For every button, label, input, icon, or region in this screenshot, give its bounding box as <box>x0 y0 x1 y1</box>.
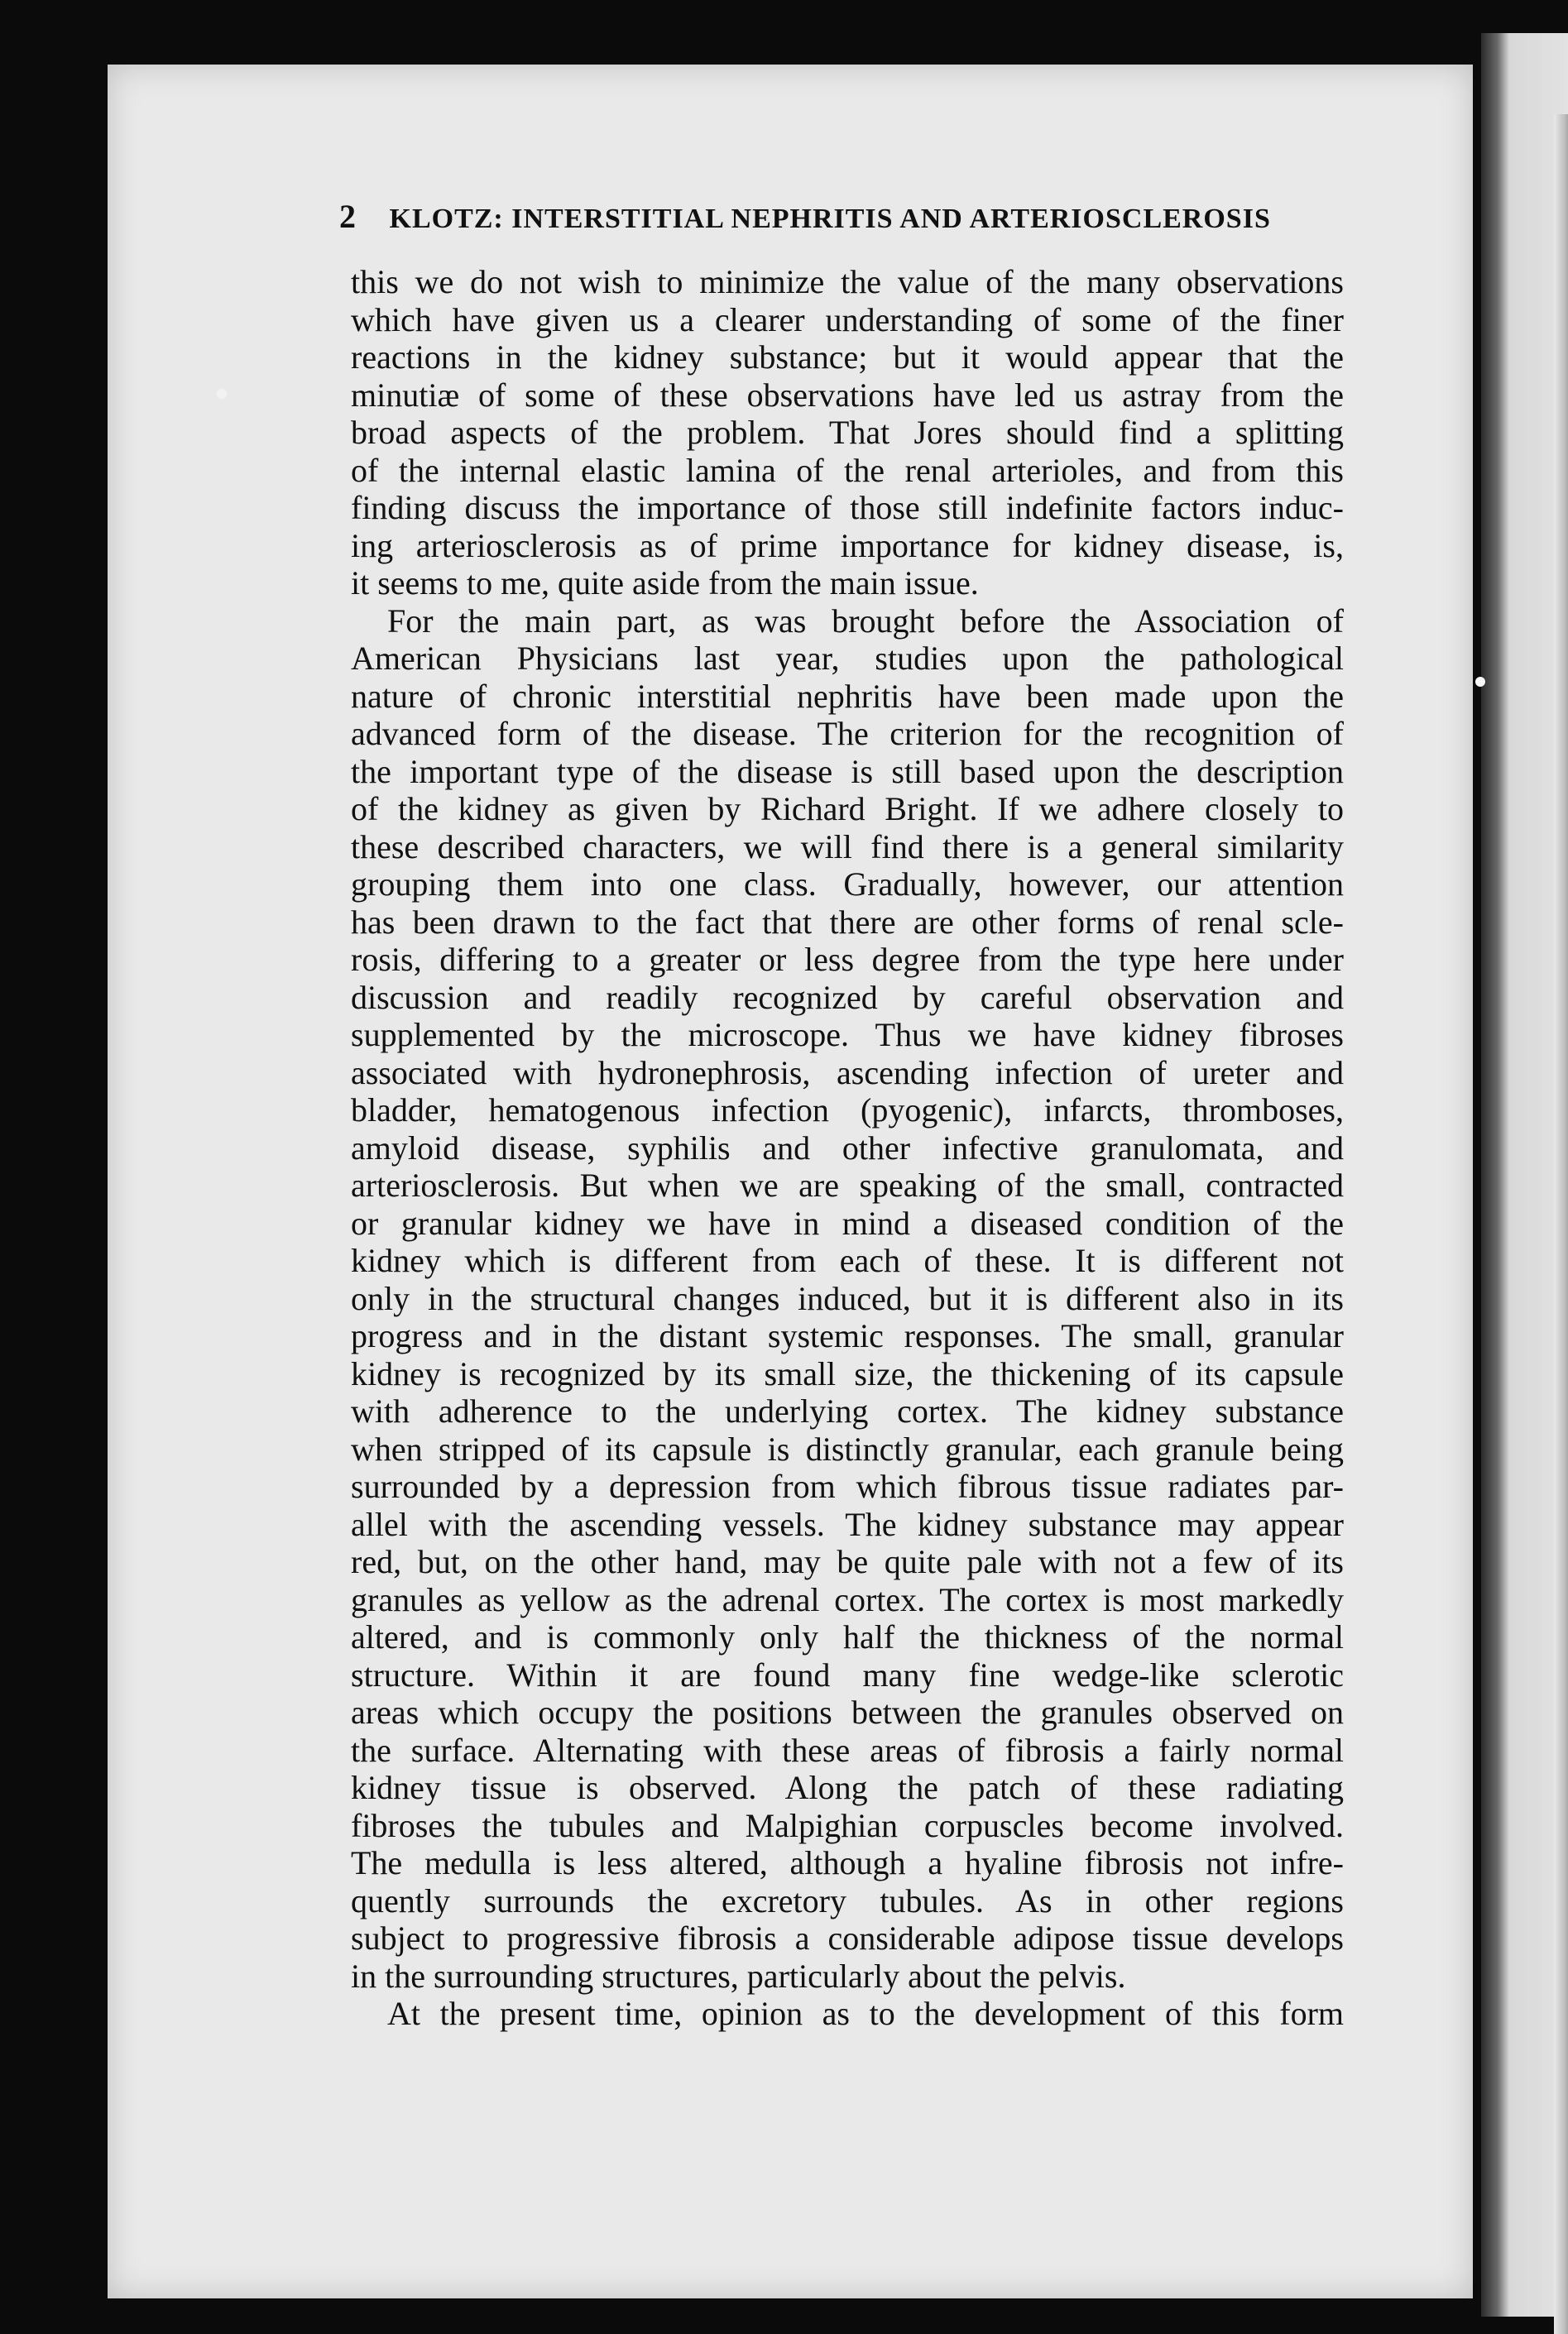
text-line: or granular kidney we have in mind a diseased condition of the <box>351 1204 1344 1242</box>
text-line: broad aspects of the problem. That Jores should find a splitting <box>351 414 1344 451</box>
dust-speck <box>217 389 227 399</box>
text-line: discussion and readily recognized by careful observation and <box>351 978 1344 1016</box>
text-line: kidney is recognized by its small size, the thickening of its capsule <box>351 1354 1344 1392</box>
text-line: red, but, on the other hand, may be quite pale with not a few of its <box>351 1543 1344 1580</box>
text-line: altered, and is commonly only half the thickness of the normal <box>351 1618 1344 1656</box>
text-line: supplemented by the microscope. Thus we have kidney fibroses <box>351 1016 1344 1053</box>
text-line: in the surrounding structures, particularly about the pelvis. <box>351 1957 1126 1995</box>
text-line: has been drawn to the fact that there are other forms of renal scle- <box>351 903 1344 941</box>
page-number: 2 <box>339 198 357 235</box>
text-line: associated with hydronephrosis, ascending infection of ureter and <box>351 1053 1344 1091</box>
text-line: The medulla is less altered, although a hyaline fibrosis not infre- <box>351 1844 1344 1881</box>
text-line: American Physicians last year, studies upon the pathological <box>351 640 1344 677</box>
dust-speck <box>1475 677 1485 687</box>
text-line: areas which occupy the positions between the granules observed on <box>351 1694 1344 1731</box>
page-binding-shadow <box>1554 114 1568 2334</box>
text-line: bladder, hematogenous infection (pyogenic), infarcts, thromboses, <box>351 1091 1344 1129</box>
text-line: these described characters, we will find there is a general similarity <box>351 827 1344 865</box>
text-line: kidney tissue is observed. Along the patch of these radiating <box>351 1769 1344 1806</box>
text-line: with adherence to the underlying cortex. The kidney substance <box>351 1392 1344 1430</box>
text-line: the surface. Alternating with these areas of fibrosis a fairly normal <box>351 1731 1344 1769</box>
text-line: rosis, differing to a greater or less degree from the type here under <box>351 941 1344 978</box>
text-line: granules as yellow as the adrenal cortex. The cortex is most markedly <box>351 1580 1344 1618</box>
text-line: of the internal elastic lamina of the renal arterioles, and from this <box>351 451 1344 489</box>
text-line: At the present time, opinion as to the development of this form <box>387 1995 1344 2032</box>
text-line: structure. Within it are found many fine wedge-like sclerotic <box>351 1656 1344 1694</box>
text-line: finding discuss the importance of those still indefinite factors induc- <box>351 489 1344 526</box>
text-line: it seems to me, quite aside from the main issue. <box>351 564 979 601</box>
text-line: which have given us a clearer understanding of some of the finer <box>351 300 1344 338</box>
text-line: quently surrounds the excretory tubules. As in other regions <box>351 1881 1344 1919</box>
text-line: fibroses the tubules and Malpighian corpuscles become involved. <box>351 1806 1344 1844</box>
running-header <box>339 197 1415 236</box>
text-line: this we do not wish to minimize the value of the many observations <box>351 263 1344 300</box>
text-line: only in the structural changes induced, but it is different also in its <box>351 1279 1344 1317</box>
text-line: when stripped of its capsule is distinctly granular, each granule being <box>351 1430 1344 1468</box>
text-line: of the kidney as given by Richard Bright. If we adhere closely to <box>351 790 1344 827</box>
text-line: reactions in the kidney substance; but it would appear that the <box>351 338 1344 376</box>
text-line: amyloid disease, syphilis and other infective granulomata, and <box>351 1129 1344 1167</box>
running-title: KLOTZ: INTERSTITIAL NEPHRITIS AND ARTERIOSCLEROSIS <box>389 204 1271 234</box>
text-line: surrounded by a depression from which fibrous tissue radiates par- <box>351 1468 1344 1505</box>
text-line: minutiæ of some of these observations have led us astray from the <box>351 376 1344 414</box>
text-line: advanced form of the disease. The criterion for the recognition of <box>351 715 1344 752</box>
body-text <box>351 263 1344 2033</box>
text-line: grouping them into one class. Gradually, however, our attention <box>351 865 1344 903</box>
text-line: nature of chronic interstitial nephritis have been made upon the <box>351 677 1344 715</box>
text-line: For the main part, as was brought before the Association of <box>387 601 1344 640</box>
text-line: progress and in the distant systemic responses. The small, granular <box>351 1317 1344 1354</box>
text-line: subject to progressive fibrosis a considerable adipose tissue develops <box>351 1919 1344 1957</box>
text-line: ing arteriosclerosis as of prime importance for kidney disease, is, <box>351 526 1344 564</box>
text-line: arteriosclerosis. But when we are speaking of the small, contracted <box>351 1167 1344 1204</box>
text-line: the important type of the disease is still based upon the description <box>351 752 1344 790</box>
text-line: allel with the ascending vessels. The kidney substance may appear <box>351 1505 1344 1543</box>
text-line: kidney which is different from each of these. It is different not <box>351 1242 1344 1279</box>
